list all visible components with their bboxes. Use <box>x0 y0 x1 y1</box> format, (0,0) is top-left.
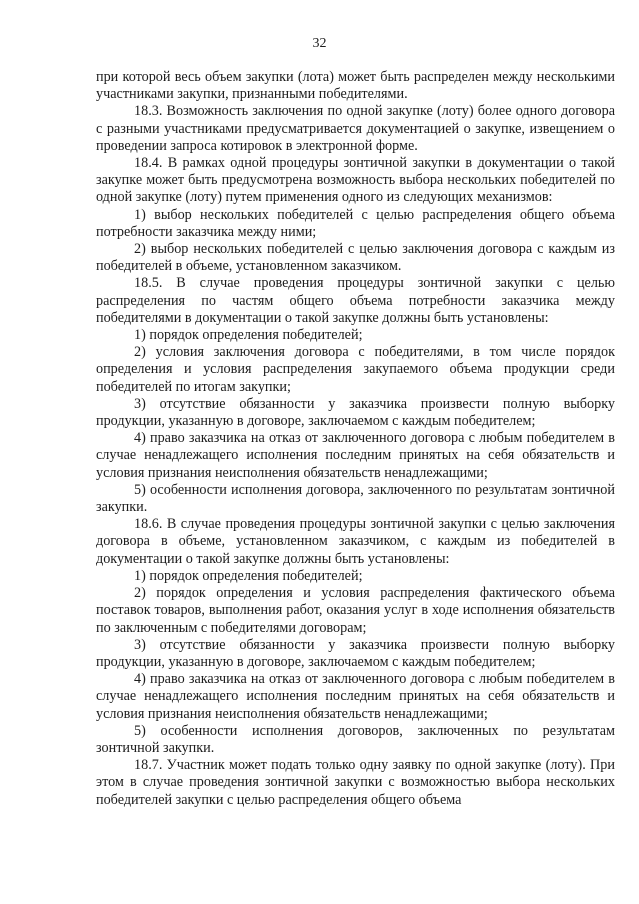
list-item-18-6-4: 4) право заказчика на отказ от заключенного договора с любым победителем в случае ненадлежащего исполнения последним принятых на себя обязательств и условия признания неисполнения обязательств ненадлежащими; <box>96 671 615 722</box>
list-item-18-6-3: 3) отсутствие обязанности у заказчика произвести полную выборку продукции, указанную в договоре, заключаемом с каждым победителем; <box>96 636 615 670</box>
paragraph-18-3: 18.3. Возможность заключения по одной закупке (лоту) более одного договора с разными участниками предусматривается документацией о закупке, извещением о проведении запроса котировок в электронной форме. <box>96 103 615 154</box>
paragraph-18-4: 18.4. В рамках одной процедуры зонтичной закупки в документации о такой закупке может быть предусмотрена возможность выбора нескольких победителей по одной закупке (лоту) путем применения одного из следующих механизмов: <box>96 155 615 206</box>
list-item-18-6-1: 1) порядок определения победителей; <box>134 567 363 584</box>
list-item-18-5-2: 2) условия заключения договора с победителями, в том числе порядок определения и условия распределения закупаемого объема продукции среди победителей по итогам закупки; <box>96 344 615 395</box>
list-item-18-4-2: 2) выбор нескольких победителей с целью заключения договора с каждым из победителей в объеме, установленном заказчиком. <box>96 241 615 275</box>
paragraph-continuation: при которой весь объем закупки (лота) может быть распределен между несколькими участниками закупки, признанными победителями. <box>96 69 615 103</box>
paragraph-18-6: 18.6. В случае проведения процедуры зонтичной закупки с целью заключения договора в объеме, установленном заказчиком, с каждым из победителей в документации о такой закупке должны быть установлены: <box>96 516 615 567</box>
list-item-18-5-5: 5) особенности исполнения договора, заключенного по результатам зонтичной закупки. <box>96 481 615 516</box>
list-item-18-4-1: 1) выбор нескольких победителей с целью распределения общего объема потребности заказчика между ними; <box>96 206 615 240</box>
list-item-18-5-4: 4) право заказчика на отказ от заключенного договора с любым победителем в случае ненадлежащего исполнения последним принятых на себя обязательств и условия признания неисполнения обязательств ненадлежащими; <box>96 430 615 481</box>
list-item-18-5-3: 3) отсутствие обязанности у заказчика произвести полную выборку продукции, указанную в договоре, заключаемом с каждым победителем; <box>96 395 615 430</box>
page-number: 32 <box>312 36 327 51</box>
paragraph-18-5: 18.5. В случае проведения процедуры зонтичной закупки с целью распределения по частям общего объема потребности заказчика между победителями в документации о такой закупке должны быть установлены: <box>96 275 615 326</box>
list-item-18-6-2: 2) порядок определения и условия распределения фактического объема поставок товаров, выполнения работ, оказания услуг в ходе исполнения обязательств по заключенным с победителями договорам; <box>96 585 615 636</box>
document-body <box>96 69 615 809</box>
list-item-18-6-5: 5) особенности исполнения договоров, заключенных по результатам зонтичной закупки. <box>96 722 615 756</box>
list-item-18-5-1: 1) порядок определения победителей; <box>134 327 363 344</box>
paragraph-18-7: 18.7. Участник может подать только одну заявку по одной закупке (лоту). При этом в случае проведения зонтичной закупки с возможностью выбора нескольких победителей закупки с целью распределения общего объема <box>96 757 615 808</box>
